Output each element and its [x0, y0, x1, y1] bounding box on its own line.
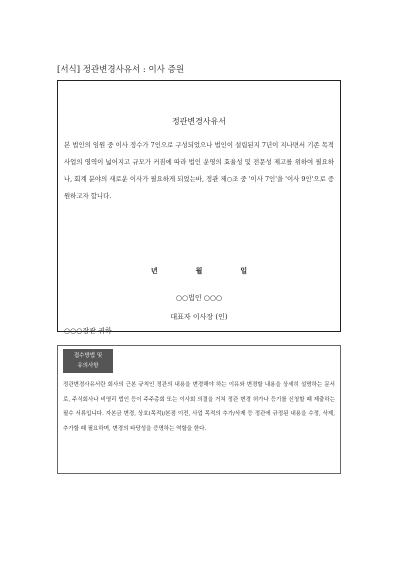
- date-day-label: 일: [240, 266, 248, 275]
- recipient-line: ○○○장관 귀하: [64, 327, 112, 335]
- date-line: [58, 266, 340, 276]
- date-month-label: 월: [195, 266, 203, 275]
- page-heading: [서식] 정관변경사유서 : 이사 증원: [57, 65, 185, 75]
- notes-label-line2: 유의사항: [77, 363, 99, 369]
- representative-signature: 대표자 이사장 (인): [170, 313, 228, 321]
- notes-label: [63, 349, 113, 373]
- corporation-name: ○○법인 ○○○: [175, 294, 223, 302]
- notes-label-line1: 접수방법 및: [73, 353, 103, 359]
- notes-text: 정관변경사유서란 회사의 근본 규칙인 정관의 내용을 변경해야 하는 이유와 변경할 내용을 상세히 설명하는 문서로, 주식회사나 비영리 법인 등이 주주총회 또는 이사회 의결을 거쳐 정관 변경 허가나 등기를 신청할 때 제출하는 필수 서류입니다. 자본금 변경, 상호(목적)/본점 이전, 사업 목적의 추가/삭제 등 정관에 규정된 내용을 수정, 삭제, 추가할 때 필요하며, 변경의 타당성을 증명하는 역할을 한다.: [63, 382, 335, 432]
- date-year-label: 년: [150, 266, 158, 275]
- document-body: 본 법인의 임원 중 이사 정수가 7인으로 구성되었으나 법인이 설립된지 7년이 지나면서 기존 목적사업의 영역이 넓어지고 규모가 커짐에 따라 법인 운영의 효율성 및 전문성 제고를 위하여 필요하나, 회계 분야의 새로운 이사가 필요하게 되었는바, 정관 제○조 중 '이사 7인'을 '이사 9인'으로 증원하고자 합니다.: [64, 141, 334, 200]
- notes-frame: [57, 345, 341, 474]
- document-frame: [57, 80, 341, 335]
- document-title: 정관변경사유서: [171, 117, 227, 126]
